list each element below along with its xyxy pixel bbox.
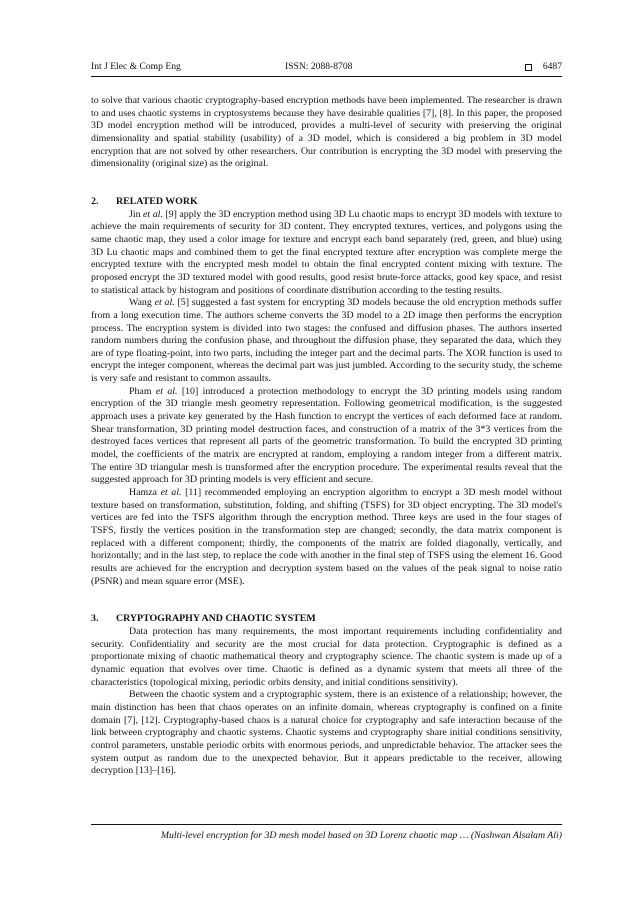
header-rule: [91, 76, 562, 77]
paragraph-chaos-relationship: Between the chaotic system and a cryptographic system, there is an existence of a relationship; however, the main distinction has been that chaos operates on an infinite domain, whereas cryptography is confined on a finite domain [7], [12]. Cryptography-based chaos is a natural choice for cryptography and safe interaction because of the link between cryptography and chaotic systems. Chaotic systems and cryptography share initial conditions sensitivity, control parameters, unstable periodic orbits with enormous periods, and unpredictable behavior. The attacker sees the system output as random due to the unexpected behavior. But it appears predictable to the receiver, allowing decryption [13]–[16].: [91, 689, 562, 777]
paragraph-jin: Jin et al. [9] apply the 3D encryption method using 3D Lu chaotic maps to encrypt 3D models with texture to achieve the main requirements of security for 3D content. They encrypted textures, vertices, and polygons using the same chaotic map, they used a color image for texture and encrypt each band separately (red, green, and blue) using 3D Lu chaotic maps and combined them to get the final encrypted texture after encryption was complete merge the encrypted texture with the encrypted mesh model to obtain the final encrypted content mixing with texture. The proposed encrypt the 3D textured model with good results, good resist brute-force attacks, good key space, and resist to statistical attack by histogram and positions of coordinate distribution according to the testing results.: [91, 208, 562, 296]
section-3-number: 3.: [91, 613, 99, 625]
paragraph-pham: Pham et al. [10] introduced a protection methodology to encrypt the 3D printing models using random encryption of the 3D triangle mesh geometry representation. Following geometrical modification, is the suggested approach uses a private key generated by the Hash function to encrypt the vertices of each deformed face at random. Shear transformation, 3D printing model destruction faces, and construction of a matrix of the 3*3 vertices from the destroyed faces vertices that represent all parts of the geometric transformation. To build the encrypted 3D printing model, the coefficients of the matrix are encrypted at random, employing a random integer from a different matrix. The entire 3D triangular mesh is transformed after the encryption procedure. The experimental results reveal that the suggested approach for 3D printing models is very efficient and secure.: [91, 385, 562, 486]
paragraph-hamza: Hamza et al. [11] recommended employing an encryption algorithm to encrypt a 3D mesh model without texture based on transformation, substitution, folding, and shifting (TSFS) for 3D object encrypting. The 3D model's vertices are fed into the TSFS algorithm through the encryption method. Three keys are used in the four stages of TSFS, firstly the vertices position in the transformation step are changed; secondly, the data matrix component is replaced with a different component; thirdly, the components of the matrix are folded diagonally, vertically, and horizontally; and in the last step, to replace the code with another in the final step of TSFS using the element 16. Good results are achieved for the encryption and decryption system based on the values of the peak signal to noise ratio (PSNR) and mean square error (MSE).: [91, 487, 562, 587]
running-footer: Multi-level encryption for 3D mesh model based on 3D Lorenz chaotic map … (Nashwan Alsalam Ali): [160, 830, 562, 841]
issn: ISSN: 2088-8708: [285, 61, 353, 72]
footer-rule: [91, 824, 562, 825]
running-header: [91, 60, 562, 74]
section-2-heading: [91, 196, 562, 209]
page-number: 6487: [542, 61, 562, 72]
body-text: [91, 95, 562, 778]
square-box-icon: [525, 64, 532, 71]
section-3-title: CRYPTOGRAPHY AND CHAOTIC SYSTEM: [116, 613, 316, 625]
intro-paragraph: to solve that various chaotic cryptography-based encryption methods have been implemented. The researcher is drawn to and uses chaotic systems in cryptosystems because they have desirable qualities [7], [8]. In this paper, the proposed 3D model encryption method will be introduced, provides a multi-level of security with preserving the original dimensionality and spatial stability (usability) of a 3D model, which is considered a big problem in 3D model encryption that are not solved by other researchers. Our contribution is encrypting the 3D model with preserving the dimensionality (original size) as the original.: [91, 95, 562, 170]
section-2-number: 2.: [91, 195, 99, 207]
section-3-heading: [91, 613, 562, 626]
section-2-title: RELATED WORK: [116, 195, 198, 207]
journal-name: Int J Elec & Comp Eng: [91, 61, 181, 72]
paragraph-wang: Wang et al. [5] suggested a fast system for encrypting 3D models because the old encryption methods suffer from a long execution time. The authors scheme converts the 3D model to a 2D image then performs the encryption process. The encryption system is divided into two stages: the confused and diffusion phases. The authors inserted random numbers during the confusion phase, and throughout the diffusion phase, they separated the data, which they are of type floating-point, into two parts, including the integer part and the decimal parts. The XOR function is used to encrypt the integer component, whereas the decimal part was just jumbled. According to the security study, the scheme is very safe and resistant to common assaults.: [91, 297, 562, 385]
header-right: [525, 60, 562, 74]
paragraph-data-protection: Data protection has many requirements, the most important requirements including confidentiality and security. Confidentiality and security are the most crucial for data protection. Cryptographic is defined as a proportionate mixing of chaotic mathematical theory and cryptography science. The chaotic system is made up of a dynamic equation that evolves over time. Chaotic is defined as a dynamic system that meets all three of the characteristics (topological mixing, periodic orbits density, and initial conditions sensitivity).: [91, 625, 562, 688]
